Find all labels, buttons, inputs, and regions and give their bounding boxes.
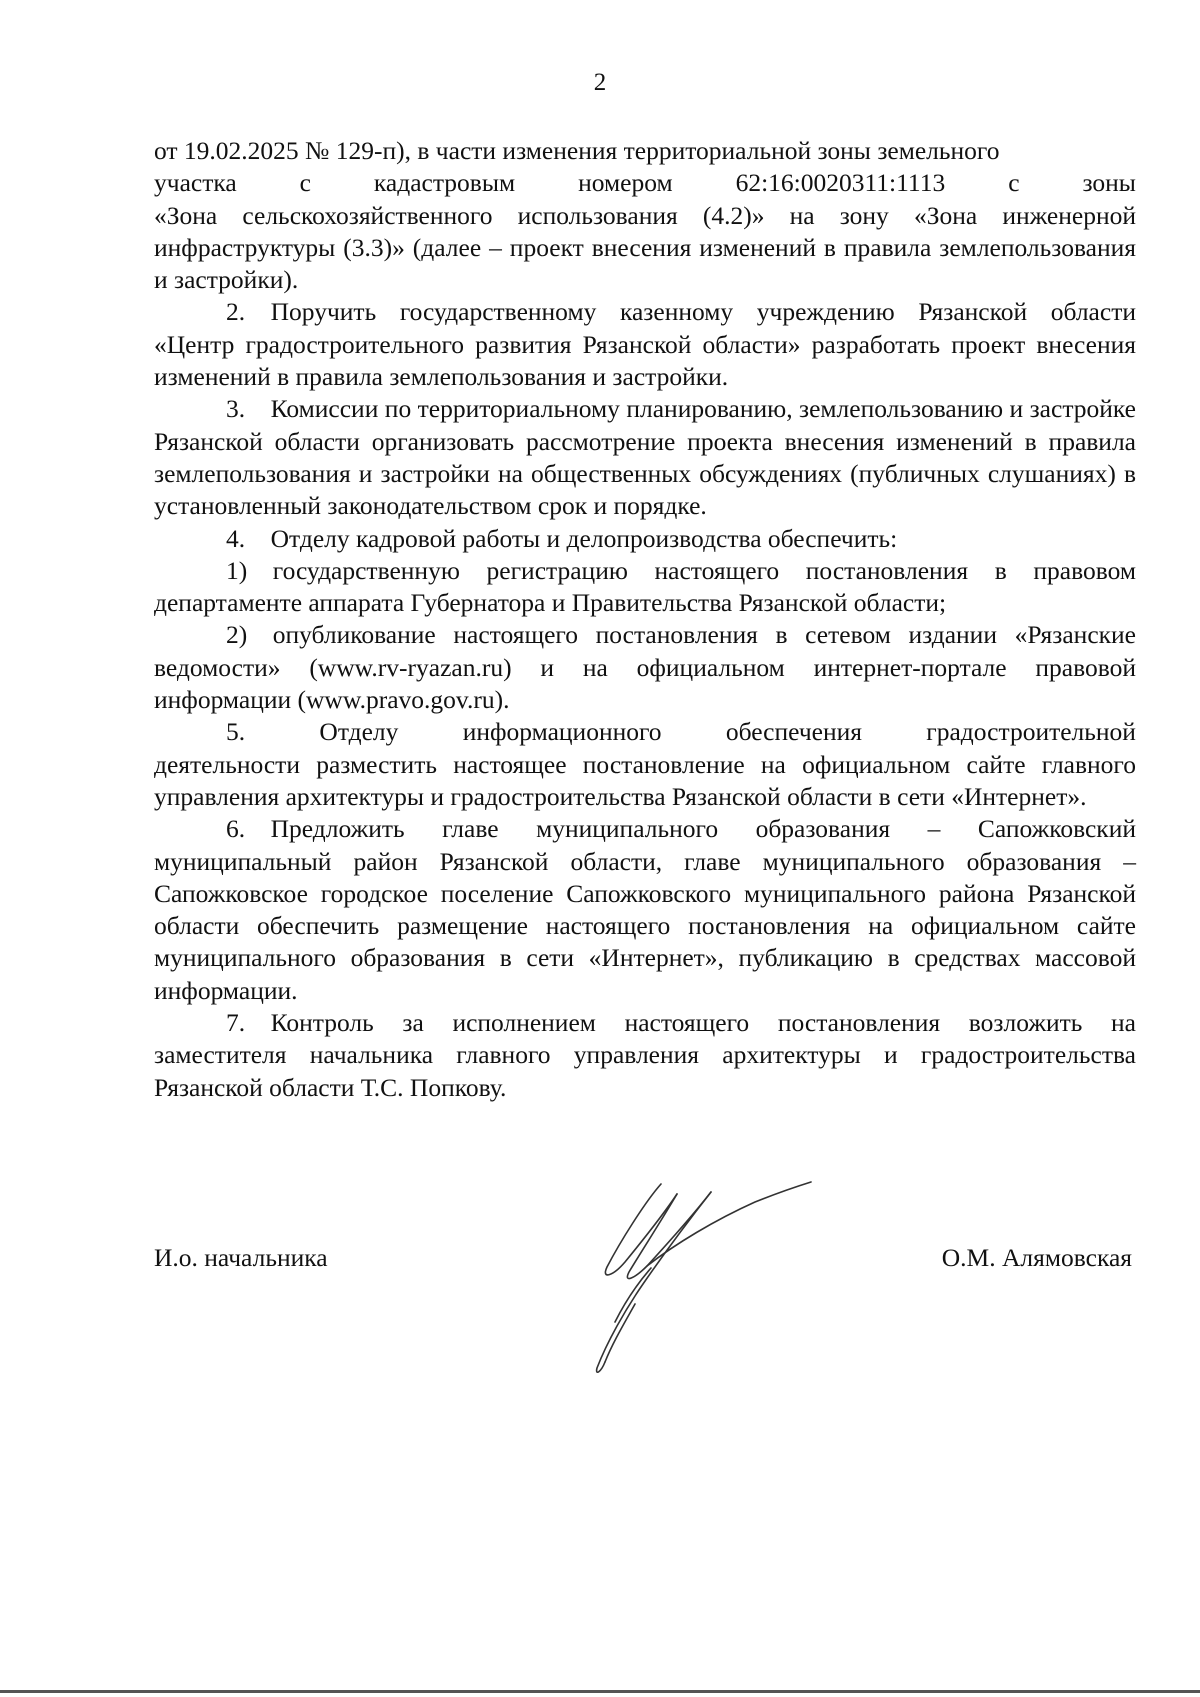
- paragraph-2: 2. Поручить государственному казенному учреждению Рязанской области «Центр градостроительного развития Рязанской области» разработать проект внесения изменений в правила землепользования и застройки.: [154, 297, 1136, 392]
- word: с: [1008, 168, 1020, 198]
- paragraph-1-line-2: [154, 167, 1136, 199]
- signatory-name: О.М. Алямовская: [941, 1243, 1132, 1272]
- paragraph-7: 7. Контроль за исполнением настоящего постановления возложить на заместителя начальника главного управления архитектуры и градостроительства Рязанской области Т.С. Попкову.: [154, 1008, 1136, 1102]
- document-body: [154, 135, 1136, 1104]
- word: градостроительной: [926, 717, 1136, 747]
- paragraph-3: 3. Комиссии по территориальному планированию, землепользованию и застройке Рязанской области организовать рассмотрение проекта внесения изменений в правила землепользования и застройки на общественных обсуждениях (публичных слушаниях) в установленный законодательством срок и порядке.: [154, 394, 1136, 521]
- paragraph-4: 4. Отделу кадровой работы и делопроизводства обеспечить:: [226, 523, 898, 553]
- word: информационного: [462, 717, 662, 747]
- paragraph-4-item-1: 1) государственную регистрацию настоящего постановления в правовом департаменте аппарата Губернатора и Правительства Рязанской области;: [154, 555, 1136, 618]
- word: обеспечения: [725, 717, 862, 747]
- paragraph-5-line-1: [154, 716, 1136, 748]
- paragraph-6: 6. Предложить главе муниципального образования – Сапожковский муниципальный район Рязанской области, главе муниципального образования – Сапожковское городское поселение Сапожковского муниципального района Рязанской области обеспечить размещение настоящего постановления на официальном сайте муниципального образования в сети «Интернет», публикацию в средствах массовой информации.: [154, 814, 1136, 1005]
- word: участка: [154, 168, 237, 198]
- cadastral-number: 62:16:0020311:1113: [735, 168, 946, 198]
- word: зоны: [1082, 168, 1136, 198]
- signatory-title: И.о. начальника: [154, 1243, 328, 1272]
- paragraph-1-rest: «Зона сельскохозяйственного использования (4.2)» на зону «Зона инженерной инфраструктуры (3.3)» (далее – проект внесения изменений в правила землепользования и застройки).: [154, 200, 1136, 295]
- word: с: [299, 168, 311, 198]
- page-number: 2: [593, 69, 607, 96]
- word: Отделу: [319, 717, 399, 747]
- paragraph-5-rest: деятельности разместить настоящее постановление на официальном сайте главного управления архитектуры и градостроительства Рязанской области в сети «Интернет».: [154, 749, 1136, 811]
- page-bottom-border: [0, 1690, 1200, 1693]
- word: кадастровым: [373, 168, 516, 198]
- handwritten-signature-icon: [585, 1172, 815, 1384]
- paragraph-1-line-1: от 19.02.2025 № 129-п), в части изменения территориальной зоны земельного: [154, 136, 1000, 165]
- paragraph-4-item-2: 2) опубликование настоящего постановления в сетевом издании «Рязанские ведомости» (www.rv-ryazan.ru) и на официальном интернет-портале правовой информации (www.pravo.gov.ru).: [154, 620, 1136, 715]
- word: номером: [578, 168, 673, 198]
- item-number: 5.: [226, 717, 246, 747]
